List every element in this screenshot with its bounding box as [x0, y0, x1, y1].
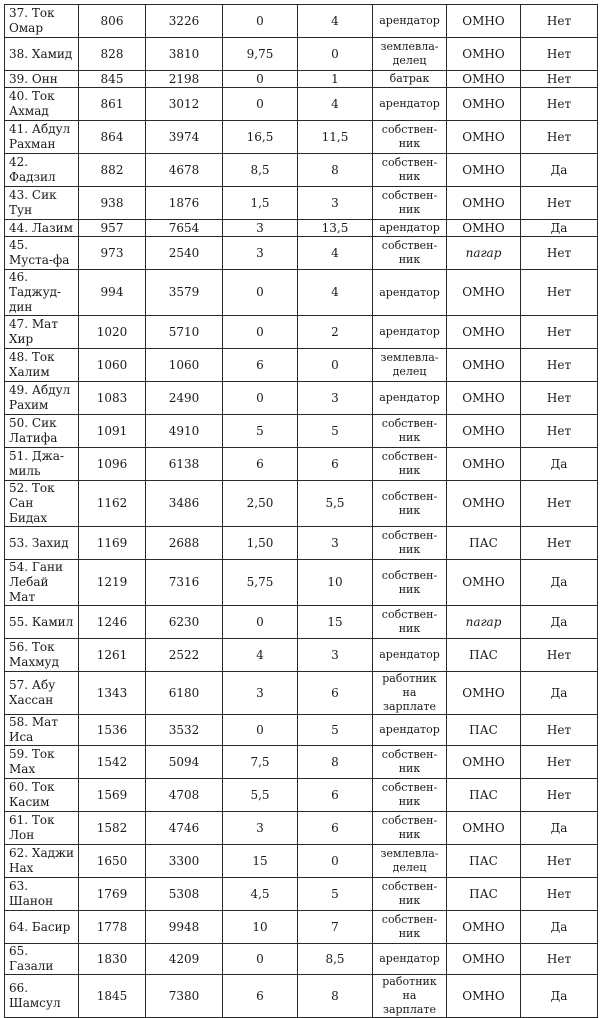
- cell-status: собствен-ник: [373, 415, 447, 448]
- cell-status: собствен-ник: [373, 560, 447, 606]
- cell-party: ОМНО: [447, 187, 521, 220]
- cell-value-3: 1,50: [223, 527, 298, 560]
- cell-name: 54. Гани Лебай Мат: [5, 560, 79, 606]
- cell-party: ОМНО: [447, 5, 521, 38]
- cell-value-2: 7316: [146, 560, 223, 606]
- cell-answer: Да: [521, 560, 598, 606]
- cell-name: 45. Муста-фа: [5, 237, 79, 270]
- cell-party: ОМНО: [447, 746, 521, 779]
- cell-name: 65. Газали: [5, 944, 79, 975]
- cell-answer: Нет: [521, 349, 598, 382]
- cell-party: ПАС: [447, 779, 521, 812]
- cell-value-3: 15: [223, 845, 298, 878]
- cell-value-2: 3974: [146, 121, 223, 154]
- cell-value-4: 6: [298, 448, 373, 481]
- cell-party: ОМНО: [447, 672, 521, 715]
- cell-status: арендатор: [373, 220, 447, 237]
- table-row: [5, 944, 598, 975]
- cell-value-3: 3: [223, 672, 298, 715]
- cell-value-2: 2490: [146, 382, 223, 415]
- cell-value-2: 4746: [146, 812, 223, 845]
- cell-party: ОМНО: [447, 349, 521, 382]
- cell-answer: Нет: [521, 779, 598, 812]
- cell-value-1: 1091: [79, 415, 146, 448]
- cell-party: ОМНО: [447, 382, 521, 415]
- cell-value-2: 4910: [146, 415, 223, 448]
- cell-value-2: 1876: [146, 187, 223, 220]
- cell-status: собствен-ник: [373, 448, 447, 481]
- cell-party: ПАС: [447, 878, 521, 911]
- cell-name: 47. Мат Хир: [5, 316, 79, 349]
- table-row: [5, 878, 598, 911]
- cell-name: 53. Захид: [5, 527, 79, 560]
- cell-value-4: 5: [298, 878, 373, 911]
- cell-value-3: 4,5: [223, 878, 298, 911]
- cell-value-1: 973: [79, 237, 146, 270]
- cell-name: 46. Таджуд-дин: [5, 270, 79, 316]
- cell-party: ОМНО: [447, 975, 521, 1018]
- cell-value-1: 1246: [79, 606, 146, 639]
- cell-value-3: 0: [223, 88, 298, 121]
- cell-status: арендатор: [373, 715, 447, 746]
- table-row: [5, 527, 598, 560]
- cell-value-3: 0: [223, 5, 298, 38]
- table-row: [5, 237, 598, 270]
- cell-party: ОМНО: [447, 448, 521, 481]
- cell-answer: Да: [521, 975, 598, 1018]
- cell-value-2: 3532: [146, 715, 223, 746]
- cell-value-4: 0: [298, 38, 373, 71]
- cell-status: собствен-ник: [373, 606, 447, 639]
- cell-value-2: 3012: [146, 88, 223, 121]
- cell-value-1: 845: [79, 71, 146, 88]
- cell-answer: Да: [521, 154, 598, 187]
- cell-value-3: 0: [223, 715, 298, 746]
- cell-status: собствен-ник: [373, 911, 447, 944]
- cell-value-1: 1845: [79, 975, 146, 1018]
- cell-value-4: 4: [298, 88, 373, 121]
- cell-status: землевла-делец: [373, 845, 447, 878]
- table-row: [5, 975, 598, 1018]
- cell-answer: Нет: [521, 715, 598, 746]
- cell-name: 39. Онн: [5, 71, 79, 88]
- cell-value-4: 8,5: [298, 944, 373, 975]
- cell-value-4: 6: [298, 779, 373, 812]
- cell-party: ОМНО: [447, 481, 521, 527]
- cell-name: 56. Ток Махмуд: [5, 639, 79, 672]
- cell-value-2: 2522: [146, 639, 223, 672]
- cell-answer: Нет: [521, 944, 598, 975]
- cell-status: собствен-ник: [373, 812, 447, 845]
- cell-name: 49. Абдул Рахим: [5, 382, 79, 415]
- cell-value-4: 1: [298, 71, 373, 88]
- cell-name: 58. Мат Иса: [5, 715, 79, 746]
- cell-value-1: 1020: [79, 316, 146, 349]
- cell-name: 43. Сик Тун: [5, 187, 79, 220]
- table-row: [5, 606, 598, 639]
- cell-name: 57. Абу Хассан: [5, 672, 79, 715]
- cell-answer: Нет: [521, 88, 598, 121]
- cell-value-3: 0: [223, 270, 298, 316]
- cell-status: собствен-ник: [373, 121, 447, 154]
- cell-value-4: 0: [298, 845, 373, 878]
- table-row: [5, 560, 598, 606]
- cell-value-1: 1219: [79, 560, 146, 606]
- cell-value-3: 0: [223, 382, 298, 415]
- cell-name: 40. Ток Ахмад: [5, 88, 79, 121]
- cell-name: 59. Ток Мах: [5, 746, 79, 779]
- cell-party: ОМНО: [447, 560, 521, 606]
- cell-value-2: 3226: [146, 5, 223, 38]
- cell-name: 44. Лазим: [5, 220, 79, 237]
- cell-party: ОМНО: [447, 270, 521, 316]
- cell-value-3: 3: [223, 812, 298, 845]
- cell-answer: Нет: [521, 237, 598, 270]
- cell-answer: Да: [521, 448, 598, 481]
- cell-status: арендатор: [373, 639, 447, 672]
- cell-value-3: 0: [223, 71, 298, 88]
- cell-answer: Нет: [521, 527, 598, 560]
- table-row: [5, 121, 598, 154]
- cell-value-2: 2198: [146, 71, 223, 88]
- cell-value-2: 3579: [146, 270, 223, 316]
- cell-party: ОМНО: [447, 911, 521, 944]
- table-row: [5, 779, 598, 812]
- cell-value-3: 1,5: [223, 187, 298, 220]
- cell-name: 63. Шанон: [5, 878, 79, 911]
- cell-value-2: 9948: [146, 911, 223, 944]
- cell-value-3: 10: [223, 911, 298, 944]
- cell-value-2: 2540: [146, 237, 223, 270]
- cell-value-1: 828: [79, 38, 146, 71]
- cell-status: арендатор: [373, 316, 447, 349]
- cell-value-4: 5,5: [298, 481, 373, 527]
- cell-value-1: 1343: [79, 672, 146, 715]
- table-row: [5, 481, 598, 527]
- cell-party: ОМНО: [447, 812, 521, 845]
- cell-value-4: 13,5: [298, 220, 373, 237]
- cell-value-4: 8: [298, 746, 373, 779]
- cell-value-1: 994: [79, 270, 146, 316]
- cell-answer: Нет: [521, 5, 598, 38]
- cell-party: ОМНО: [447, 415, 521, 448]
- cell-value-1: 1536: [79, 715, 146, 746]
- cell-value-1: 864: [79, 121, 146, 154]
- table-row: [5, 639, 598, 672]
- cell-status: собствен-ник: [373, 237, 447, 270]
- cell-value-1: 1769: [79, 878, 146, 911]
- cell-value-4: 15: [298, 606, 373, 639]
- table-row: [5, 715, 598, 746]
- cell-status: батрак: [373, 71, 447, 88]
- household-table: [4, 4, 598, 1018]
- cell-value-1: 1830: [79, 944, 146, 975]
- cell-value-1: 1060: [79, 349, 146, 382]
- cell-party: ОМНО: [447, 71, 521, 88]
- cell-value-1: 1261: [79, 639, 146, 672]
- cell-value-2: 6230: [146, 606, 223, 639]
- cell-status: арендатор: [373, 944, 447, 975]
- cell-status: землевла-делец: [373, 38, 447, 71]
- cell-value-2: 7654: [146, 220, 223, 237]
- cell-value-3: 3: [223, 220, 298, 237]
- cell-value-3: 4: [223, 639, 298, 672]
- cell-value-4: 5: [298, 715, 373, 746]
- cell-value-2: 1060: [146, 349, 223, 382]
- cell-answer: Нет: [521, 845, 598, 878]
- cell-name: 48. Ток Халим: [5, 349, 79, 382]
- table-row: [5, 220, 598, 237]
- cell-value-2: 4209: [146, 944, 223, 975]
- cell-value-1: 1162: [79, 481, 146, 527]
- cell-answer: Нет: [521, 121, 598, 154]
- cell-value-3: 0: [223, 316, 298, 349]
- cell-value-3: 5: [223, 415, 298, 448]
- table-row: [5, 672, 598, 715]
- cell-answer: Нет: [521, 746, 598, 779]
- cell-name: 50. Сик Латифа: [5, 415, 79, 448]
- cell-value-3: 6: [223, 448, 298, 481]
- cell-value-4: 8: [298, 975, 373, 1018]
- table-row: [5, 845, 598, 878]
- cell-name: 60. Ток Касим: [5, 779, 79, 812]
- cell-name: 55. Камил: [5, 606, 79, 639]
- table-row: [5, 316, 598, 349]
- cell-value-1: 957: [79, 220, 146, 237]
- cell-status: арендатор: [373, 382, 447, 415]
- table-row: [5, 154, 598, 187]
- cell-value-4: 4: [298, 5, 373, 38]
- table-row: [5, 71, 598, 88]
- cell-value-2: 4678: [146, 154, 223, 187]
- cell-party: ОМНО: [447, 944, 521, 975]
- cell-name: 38. Хамид: [5, 38, 79, 71]
- cell-status: собствен-ник: [373, 878, 447, 911]
- cell-status: собствен-ник: [373, 779, 447, 812]
- cell-name: 64. Басир: [5, 911, 79, 944]
- cell-value-4: 3: [298, 639, 373, 672]
- cell-value-4: 3: [298, 187, 373, 220]
- cell-value-1: 1083: [79, 382, 146, 415]
- cell-value-4: 6: [298, 812, 373, 845]
- table-row: [5, 270, 598, 316]
- cell-value-4: 3: [298, 527, 373, 560]
- cell-value-3: 6: [223, 975, 298, 1018]
- cell-value-4: 6: [298, 672, 373, 715]
- cell-party: ПАС: [447, 639, 521, 672]
- cell-status: собствен-ник: [373, 527, 447, 560]
- cell-value-1: 1582: [79, 812, 146, 845]
- cell-value-3: 8,5: [223, 154, 298, 187]
- cell-value-1: 938: [79, 187, 146, 220]
- table-body: [5, 5, 598, 1018]
- cell-value-1: 1096: [79, 448, 146, 481]
- cell-value-2: 4708: [146, 779, 223, 812]
- cell-party: ПАС: [447, 527, 521, 560]
- cell-name: 61. Ток Лон: [5, 812, 79, 845]
- cell-value-1: 1169: [79, 527, 146, 560]
- cell-value-1: 861: [79, 88, 146, 121]
- cell-answer: Нет: [521, 71, 598, 88]
- cell-party: ОМНО: [447, 38, 521, 71]
- cell-answer: Нет: [521, 382, 598, 415]
- cell-status: арендатор: [373, 5, 447, 38]
- table-row: [5, 812, 598, 845]
- cell-party: пагар: [447, 237, 521, 270]
- cell-answer: Да: [521, 220, 598, 237]
- cell-value-4: 11,5: [298, 121, 373, 154]
- cell-value-2: 3810: [146, 38, 223, 71]
- cell-value-3: 9,75: [223, 38, 298, 71]
- cell-party: пагар: [447, 606, 521, 639]
- cell-answer: Нет: [521, 878, 598, 911]
- cell-value-2: 5710: [146, 316, 223, 349]
- cell-value-1: 1569: [79, 779, 146, 812]
- cell-value-1: 806: [79, 5, 146, 38]
- cell-name: 62. Хаджи Нах: [5, 845, 79, 878]
- cell-value-3: 2,50: [223, 481, 298, 527]
- cell-answer: Нет: [521, 316, 598, 349]
- cell-value-3: 16,5: [223, 121, 298, 154]
- cell-value-1: 1542: [79, 746, 146, 779]
- cell-value-3: 6: [223, 349, 298, 382]
- cell-party: ОМНО: [447, 316, 521, 349]
- cell-answer: Да: [521, 812, 598, 845]
- cell-value-3: 0: [223, 944, 298, 975]
- cell-status: работник на зарплате: [373, 975, 447, 1018]
- cell-answer: Нет: [521, 187, 598, 220]
- cell-status: собствен-ник: [373, 154, 447, 187]
- cell-name: 52. Ток Сан Бидах: [5, 481, 79, 527]
- cell-value-4: 3: [298, 382, 373, 415]
- table-row: [5, 382, 598, 415]
- cell-value-2: 5308: [146, 878, 223, 911]
- cell-value-4: 10: [298, 560, 373, 606]
- cell-name: 37. Ток Омар: [5, 5, 79, 38]
- cell-value-3: 5,5: [223, 779, 298, 812]
- cell-value-2: 3486: [146, 481, 223, 527]
- cell-answer: Да: [521, 672, 598, 715]
- cell-value-4: 4: [298, 237, 373, 270]
- cell-value-4: 7: [298, 911, 373, 944]
- cell-value-4: 0: [298, 349, 373, 382]
- cell-value-3: 0: [223, 606, 298, 639]
- cell-status: собствен-ник: [373, 481, 447, 527]
- cell-value-1: 882: [79, 154, 146, 187]
- cell-status: собствен-ник: [373, 746, 447, 779]
- table-row: [5, 911, 598, 944]
- cell-value-3: 7,5: [223, 746, 298, 779]
- cell-value-4: 4: [298, 270, 373, 316]
- cell-answer: Нет: [521, 270, 598, 316]
- cell-value-4: 8: [298, 154, 373, 187]
- cell-value-4: 2: [298, 316, 373, 349]
- cell-party: ОМНО: [447, 220, 521, 237]
- cell-value-2: 6138: [146, 448, 223, 481]
- cell-answer: Нет: [521, 639, 598, 672]
- cell-answer: Нет: [521, 38, 598, 71]
- cell-party: ОМНО: [447, 154, 521, 187]
- cell-value-2: 3300: [146, 845, 223, 878]
- cell-answer: Да: [521, 911, 598, 944]
- table-row: [5, 88, 598, 121]
- cell-name: 51. Джа-миль: [5, 448, 79, 481]
- cell-status: собствен-ник: [373, 187, 447, 220]
- cell-answer: Нет: [521, 481, 598, 527]
- cell-status: арендатор: [373, 88, 447, 121]
- cell-value-3: 3: [223, 237, 298, 270]
- cell-value-2: 5094: [146, 746, 223, 779]
- cell-value-2: 6180: [146, 672, 223, 715]
- cell-party: ПАС: [447, 845, 521, 878]
- table-row: [5, 5, 598, 38]
- cell-party: ОМНО: [447, 121, 521, 154]
- table-row: [5, 746, 598, 779]
- cell-party: ОМНО: [447, 88, 521, 121]
- cell-value-3: 5,75: [223, 560, 298, 606]
- table-row: [5, 349, 598, 382]
- cell-answer: Да: [521, 606, 598, 639]
- cell-status: арендатор: [373, 270, 447, 316]
- cell-party: ПАС: [447, 715, 521, 746]
- cell-name: 42. Фадзил: [5, 154, 79, 187]
- table-row: [5, 187, 598, 220]
- cell-answer: Нет: [521, 415, 598, 448]
- cell-name: 41. Абдул Рахман: [5, 121, 79, 154]
- table-row: [5, 448, 598, 481]
- table-row: [5, 415, 598, 448]
- cell-value-2: 2688: [146, 527, 223, 560]
- table-row: [5, 38, 598, 71]
- cell-value-2: 7380: [146, 975, 223, 1018]
- cell-value-4: 5: [298, 415, 373, 448]
- cell-value-1: 1778: [79, 911, 146, 944]
- cell-name: 66. Шамсул: [5, 975, 79, 1018]
- cell-status: работник на зарплате: [373, 672, 447, 715]
- cell-status: землевла-делец: [373, 349, 447, 382]
- cell-value-1: 1650: [79, 845, 146, 878]
